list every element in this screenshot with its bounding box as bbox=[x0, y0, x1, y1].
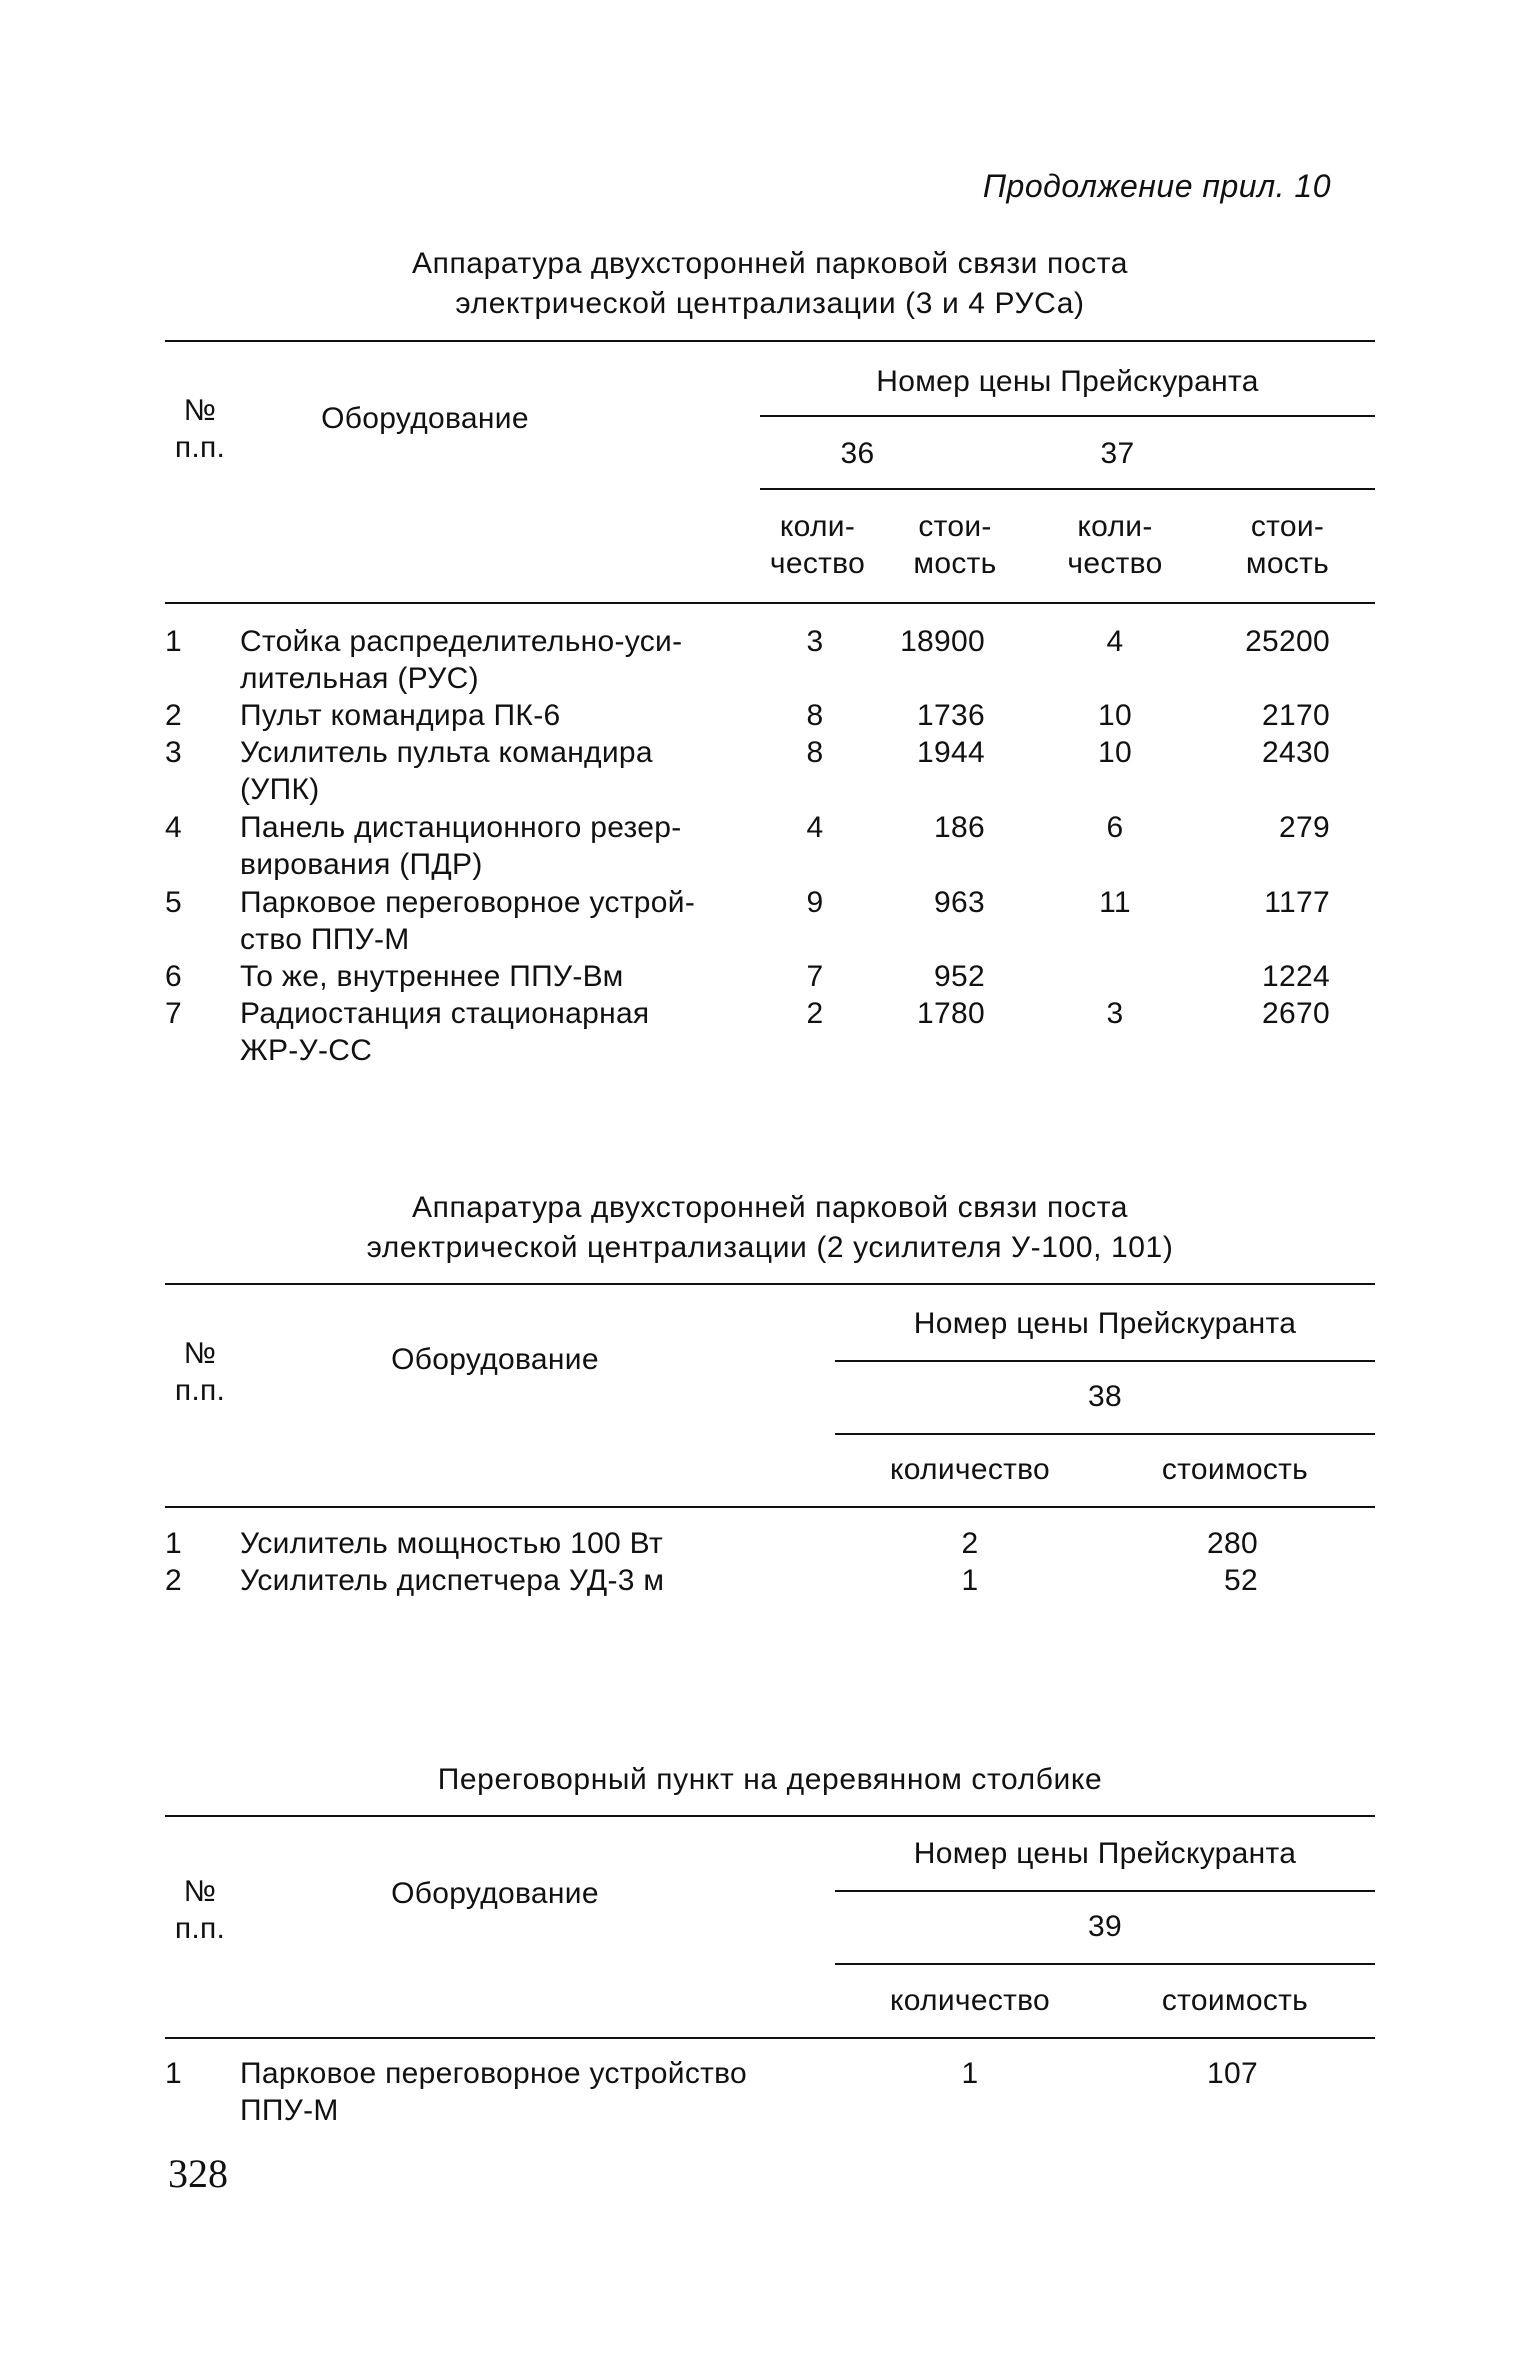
table-2-head-no: № п.п. bbox=[174, 1337, 226, 1407]
table-2-group-38: 38 bbox=[1088, 1380, 1122, 1413]
row-equipment: Усилитель пульта командира (УПК) bbox=[240, 736, 653, 806]
table-3-head-rule-2 bbox=[835, 1963, 1375, 1965]
row-cost-36: 952 bbox=[934, 960, 985, 993]
table-1-group-36: 36 bbox=[840, 437, 875, 470]
table-1-head-rule-1 bbox=[760, 415, 1375, 417]
row-number: 2 bbox=[165, 1564, 182, 1597]
row-qty: 1 bbox=[961, 2057, 979, 2090]
table-1-head-rule-2 bbox=[760, 488, 1375, 490]
row-cost-37: 1224 bbox=[1262, 960, 1330, 993]
table-1-sub-qty-36: коли- чество bbox=[769, 510, 866, 580]
table-3-body-rule bbox=[165, 2037, 1375, 2039]
row-qty-36: 4 bbox=[806, 811, 824, 844]
row-cost-36: 1736 bbox=[917, 699, 985, 732]
table-2-head-rule-2 bbox=[835, 1433, 1375, 1435]
table-2-top-rule bbox=[165, 1283, 1375, 1285]
row-cost-37: 1177 bbox=[1264, 886, 1330, 919]
table-1-title: Аппаратура двухсторонней парковой связи поста электрической централизации (3 и 4 РУСа) bbox=[411, 247, 1128, 320]
row-qty: 2 bbox=[961, 1527, 979, 1560]
table-2-body-rule bbox=[165, 1506, 1375, 1508]
table-1-head-price-no: Номер цены Прейскуранта bbox=[876, 365, 1259, 398]
row-qty-37: 4 bbox=[1106, 625, 1124, 658]
row-qty-37: 10 bbox=[1098, 699, 1132, 732]
row-cost-36: 963 bbox=[934, 886, 985, 919]
row-number: 2 bbox=[165, 699, 182, 732]
row-cost-37: 2170 bbox=[1262, 699, 1330, 732]
table-3-sub-qty: количество bbox=[889, 1984, 1051, 2017]
row-qty-36: 9 bbox=[806, 886, 824, 919]
table-2-sub-cost: стоимость bbox=[1161, 1453, 1309, 1486]
table-3-group-39: 39 bbox=[1088, 1910, 1122, 1943]
continuation-note: Продолжение прил. 10 bbox=[982, 168, 1331, 204]
row-qty-37: 10 bbox=[1098, 736, 1132, 769]
row-cost-36: 1944 bbox=[917, 736, 985, 769]
row-cost-36: 18900 bbox=[900, 625, 985, 658]
row-cost-37: 2430 bbox=[1262, 736, 1330, 769]
row-equipment: Усилитель мощностью 100 Вт bbox=[240, 1527, 664, 1560]
row-cost-37: 279 bbox=[1279, 811, 1330, 844]
row-qty-36: 8 bbox=[806, 699, 824, 732]
table-3-sub-cost: стоимость bbox=[1161, 1984, 1309, 2017]
row-equipment: Пульт командира ПК-6 bbox=[240, 699, 561, 732]
row-cost-36: 1780 bbox=[917, 997, 985, 1030]
row-equipment: Парковое переговорное устройство ППУ-М bbox=[240, 2057, 748, 2127]
table-1-head-no: № п.п. bbox=[174, 394, 226, 464]
row-qty-36: 2 bbox=[806, 997, 824, 1030]
row-equipment: Стойка распределительно-уси- лительная (РУС) bbox=[240, 625, 683, 695]
row-number: 1 bbox=[165, 625, 182, 658]
row-equipment: Усилитель диспетчера УД-3 м bbox=[240, 1564, 665, 1597]
row-number: 3 bbox=[165, 736, 182, 769]
row-cost: 280 bbox=[1207, 1527, 1258, 1560]
row-qty: 1 bbox=[961, 1564, 979, 1597]
table-2-head-rule-1 bbox=[835, 1360, 1375, 1362]
row-number: 6 bbox=[165, 960, 182, 993]
row-number: 1 bbox=[165, 1527, 182, 1560]
row-equipment: Радиостанция стационарная ЖР-У-СС bbox=[240, 997, 650, 1067]
table-3-head-no: № п.п. bbox=[174, 1875, 226, 1945]
row-equipment: То же, внутреннее ППУ-Вм bbox=[240, 960, 624, 993]
table-2-head-price-no: Номер цены Прейскуранта bbox=[913, 1307, 1297, 1340]
row-equipment: Панель дистанционного резер- вирования (ПДР) bbox=[240, 811, 682, 881]
row-cost: 107 bbox=[1207, 2057, 1258, 2090]
table-3-top-rule bbox=[165, 1815, 1375, 1817]
row-number: 1 bbox=[165, 2057, 182, 2090]
table-2-head-equipment: Оборудование bbox=[391, 1343, 599, 1376]
row-qty-36: 8 bbox=[806, 736, 824, 769]
row-cost-36: 186 bbox=[934, 811, 985, 844]
row-qty-37: 3 bbox=[1106, 997, 1124, 1030]
row-cost: 52 bbox=[1224, 1564, 1258, 1597]
table-3-title: Переговорный пункт на деревянном столбике bbox=[437, 1763, 1103, 1796]
table-2-sub-qty: количество bbox=[889, 1453, 1051, 1486]
row-number: 5 bbox=[165, 886, 182, 919]
page-number: 328 bbox=[168, 2151, 228, 2196]
table-1-head-equipment: Оборудование bbox=[321, 402, 529, 435]
row-qty-37: 11 bbox=[1099, 886, 1131, 919]
table-1-sub-qty-37: коли- чество bbox=[1067, 510, 1163, 580]
table-3-head-equipment: Оборудование bbox=[391, 1877, 599, 1910]
row-cost-37: 2670 bbox=[1262, 997, 1330, 1030]
table-1-body-rule bbox=[165, 602, 1375, 604]
row-number: 7 bbox=[165, 997, 182, 1030]
table-1-top-rule bbox=[165, 340, 1375, 342]
row-number: 4 bbox=[165, 811, 182, 844]
table-3-head-price-no: Номер цены Прейскуранта bbox=[913, 1837, 1297, 1870]
table-1-sub-cost-36: стои- мость bbox=[913, 510, 997, 580]
table-2-title: Аппаратура двухсторонней парковой связи поста электрической централизации (2 усилителя У-100, 101) bbox=[366, 1191, 1174, 1264]
row-cost-37: 25200 bbox=[1245, 625, 1330, 658]
row-equipment: Парковое переговорное устрой- ство ППУ-М bbox=[240, 886, 696, 956]
row-qty-36: 7 bbox=[806, 960, 824, 993]
table-1-sub-cost-37: стои- мость bbox=[1245, 510, 1330, 580]
table-3-head-rule-1 bbox=[835, 1890, 1375, 1892]
row-qty-37: 6 bbox=[1106, 811, 1124, 844]
table-1-group-37: 37 bbox=[1100, 437, 1135, 470]
row-qty-36: 3 bbox=[806, 625, 824, 658]
